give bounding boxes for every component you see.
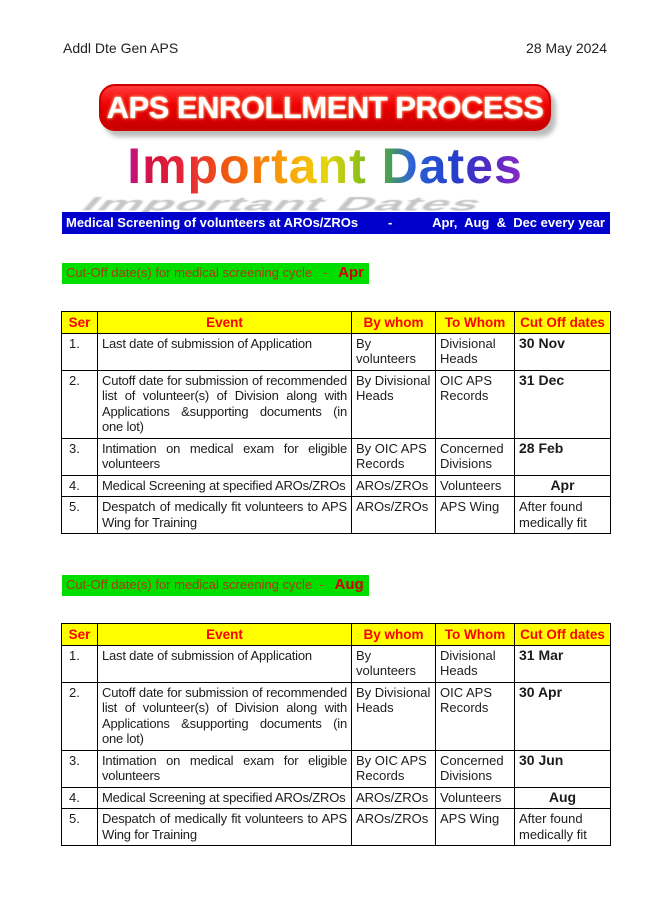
cell-cutoff: 30 Jun bbox=[515, 750, 611, 787]
table-header-cell: To Whom bbox=[436, 312, 515, 334]
cell-to-whom: Divisional Heads bbox=[436, 333, 515, 370]
table-header-cell: Ser bbox=[62, 624, 98, 646]
table-header-cell: Cut Off dates bbox=[515, 624, 611, 646]
cutoff-label: Cut-Off date(s) for medical screening cycle bbox=[66, 265, 313, 280]
cell-ser: 3. bbox=[62, 438, 98, 475]
cell-event: Medical Screening at specified AROs/ZROs bbox=[98, 787, 352, 809]
cell-cutoff: 31 Mar bbox=[515, 645, 611, 682]
cell-event: Despatch of medically fit volunteers to APS Wing for Training bbox=[98, 497, 352, 534]
cell-event: Intimation on medical exam for eligible volunteers bbox=[98, 438, 352, 475]
schedule-table-aug bbox=[61, 623, 611, 846]
page-title: APS ENROLLMENT PROCESS bbox=[106, 90, 544, 125]
cell-cutoff: After found medically fit bbox=[515, 809, 611, 846]
table-row bbox=[62, 750, 611, 787]
table-row bbox=[62, 370, 611, 438]
table-header-row bbox=[62, 624, 611, 646]
cell-to-whom: Concerned Divisions bbox=[436, 438, 515, 475]
cutoff-month-aug: Aug bbox=[334, 576, 364, 593]
cell-by-whom: AROs/ZROs bbox=[352, 497, 436, 534]
cell-by-whom: AROs/ZROs bbox=[352, 787, 436, 809]
cell-cutoff: 31 Dec bbox=[515, 370, 611, 438]
schedule-table-apr bbox=[61, 311, 611, 534]
table-row bbox=[62, 497, 611, 534]
table-row bbox=[62, 787, 611, 809]
cell-ser: 5. bbox=[62, 497, 98, 534]
table-header-cell: To Whom bbox=[436, 624, 515, 646]
cell-to-whom: Concerned Divisions bbox=[436, 750, 515, 787]
table-header-cell: By whom bbox=[352, 624, 436, 646]
table-header-cell: Ser bbox=[62, 312, 98, 334]
table-header-cell: By whom bbox=[352, 312, 436, 334]
cell-by-whom: AROs/ZROs bbox=[352, 475, 436, 497]
cell-cutoff: 30 Nov bbox=[515, 333, 611, 370]
notice-text-right: Apr, Aug & Dec every year bbox=[432, 215, 605, 230]
cutoff-label: Cut-Off date(s) for medical screening cycle bbox=[66, 577, 313, 592]
cell-event: Cutoff date for submission of recommended list of volunteer(s) of Division along with Applications &supporting documents (in one lot) bbox=[98, 370, 352, 438]
cutoff-dash: - bbox=[312, 265, 339, 280]
notice-bar bbox=[62, 212, 610, 234]
cell-event: Last date of submission of Application bbox=[98, 645, 352, 682]
section-apr bbox=[0, 234, 650, 534]
table-header-cell: Cut Off dates bbox=[515, 312, 611, 334]
cell-by-whom: By Divisional Heads bbox=[352, 370, 436, 438]
cell-event: Last date of submission of Application bbox=[98, 333, 352, 370]
title-banner bbox=[99, 84, 551, 131]
table-header-cell: Event bbox=[98, 624, 352, 646]
cell-ser: 1. bbox=[62, 333, 98, 370]
cell-cutoff: 30 Apr bbox=[515, 682, 611, 750]
cell-to-whom: Volunteers bbox=[436, 475, 515, 497]
cell-by-whom: By volunteers bbox=[352, 645, 436, 682]
table-row bbox=[62, 475, 611, 497]
cell-to-whom: OIC APS Records bbox=[436, 682, 515, 750]
cutoff-month-apr: Apr bbox=[338, 264, 364, 281]
subtitle-wordart bbox=[0, 137, 650, 199]
cell-cutoff: Aug bbox=[515, 787, 611, 809]
cell-to-whom: Volunteers bbox=[436, 787, 515, 809]
cell-by-whom: By OIC APS Records bbox=[352, 438, 436, 475]
cell-ser: 1. bbox=[62, 645, 98, 682]
table-row bbox=[62, 809, 611, 846]
cell-to-whom: OIC APS Records bbox=[436, 370, 515, 438]
cell-cutoff: Apr bbox=[515, 475, 611, 497]
cell-event: Cutoff date for submission of recommended list of volunteer(s) of Division along with Applications &supporting documents (in one lot) bbox=[98, 682, 352, 750]
cell-cutoff: After found medically fit bbox=[515, 497, 611, 534]
doc-date: 28 May 2024 bbox=[526, 40, 607, 56]
subtitle-text: Important Dates bbox=[127, 138, 523, 194]
table-header-row bbox=[62, 312, 611, 334]
cell-ser: 5. bbox=[62, 809, 98, 846]
cell-by-whom: By Divisional Heads bbox=[352, 682, 436, 750]
cell-event: Medical Screening at specified AROs/ZROs bbox=[98, 475, 352, 497]
section-aug bbox=[0, 534, 650, 846]
table-row bbox=[62, 333, 611, 370]
cutoff-highlight-aug bbox=[62, 575, 369, 596]
cell-ser: 4. bbox=[62, 787, 98, 809]
notice-dash: - bbox=[388, 215, 393, 230]
cell-ser: 3. bbox=[62, 750, 98, 787]
doc-header bbox=[0, 0, 650, 56]
cell-to-whom: APS Wing bbox=[436, 809, 515, 846]
title-banner-wrap bbox=[0, 84, 650, 131]
cutoff-dash: - bbox=[312, 577, 335, 592]
cell-event: Intimation on medical exam for eligible volunteers bbox=[98, 750, 352, 787]
table-row bbox=[62, 645, 611, 682]
table-row bbox=[62, 682, 611, 750]
cell-cutoff: 28 Feb bbox=[515, 438, 611, 475]
cell-by-whom: AROs/ZROs bbox=[352, 809, 436, 846]
cell-by-whom: By OIC APS Records bbox=[352, 750, 436, 787]
cell-to-whom: APS Wing bbox=[436, 497, 515, 534]
cell-ser: 4. bbox=[62, 475, 98, 497]
cell-ser: 2. bbox=[62, 682, 98, 750]
table-header-cell: Event bbox=[98, 312, 352, 334]
cell-to-whom: Divisional Heads bbox=[436, 645, 515, 682]
notice-text-left: Medical Screening of volunteers at AROs/ZROs bbox=[66, 215, 359, 230]
cell-ser: 2. bbox=[62, 370, 98, 438]
cutoff-highlight-apr bbox=[62, 263, 369, 284]
cell-by-whom: By volunteers bbox=[352, 333, 436, 370]
doc-org: Addl Dte Gen APS bbox=[63, 40, 179, 56]
cell-event: Despatch of medically fit volunteers to APS Wing for Training bbox=[98, 809, 352, 846]
table-row bbox=[62, 438, 611, 475]
